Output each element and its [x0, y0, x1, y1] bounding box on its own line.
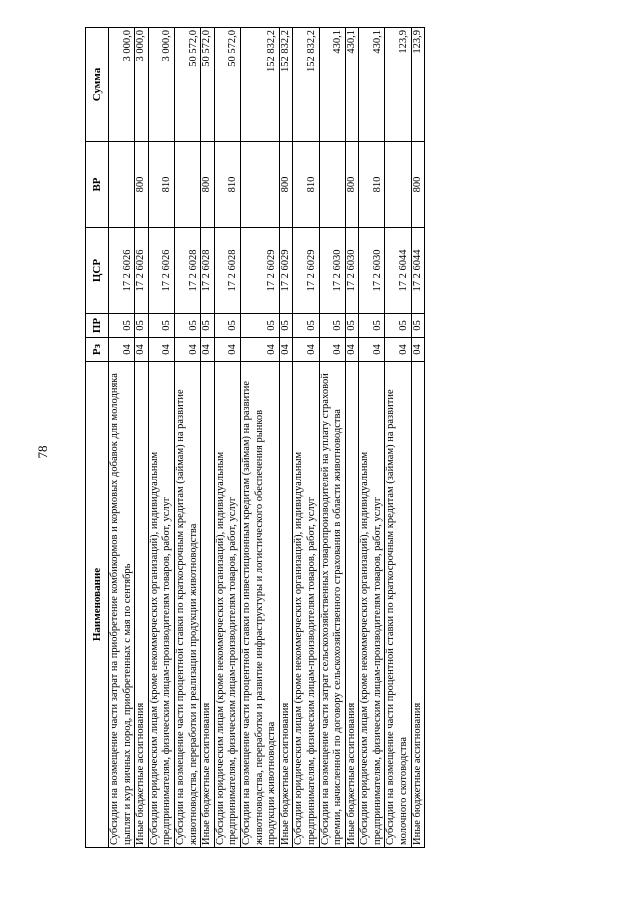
cell-name: Субсидии юридическим лицам (кроме некоммерческих организаций), индивидуальным предпринимателям, физическим лицам-производителям товаров, работ, услуг — [293, 362, 319, 848]
cell-sum: 152 832,2 — [279, 28, 293, 142]
cell-csr: 17 2 6029 — [279, 228, 293, 314]
cell-pr: 05 — [319, 314, 345, 338]
cell-pr: 05 — [174, 314, 200, 338]
table-row — [201, 28, 215, 848]
cell-rz: 04 — [214, 338, 240, 362]
cell-rz: 04 — [319, 338, 345, 362]
cell-rz: 04 — [201, 338, 215, 362]
cell-pr: 05 — [359, 314, 385, 338]
cell-csr: 17 2 6029 — [293, 228, 319, 314]
header-pr: ПР — [86, 314, 109, 338]
cell-vr: 800 — [411, 142, 425, 228]
cell-csr: 17 2 6026 — [109, 228, 135, 314]
cell-name: Иные бюджетные ассигнования — [279, 362, 293, 848]
cell-csr: 17 2 6044 — [411, 228, 425, 314]
cell-vr: 800 — [135, 142, 149, 228]
table-row — [174, 28, 200, 848]
cell-rz: 04 — [359, 338, 385, 362]
cell-sum: 123,9 — [411, 28, 425, 142]
cell-vr — [174, 142, 200, 228]
table-row — [385, 28, 411, 848]
cell-pr: 05 — [135, 314, 149, 338]
cell-pr: 05 — [109, 314, 135, 338]
cell-sum: 123,9 — [385, 28, 411, 142]
cell-name: Субсидии на возмещение части затрат сельскохозяйственных товаропроизводителей на уплату страховой премии, начисленной по договору сельскохозяйственного страхования в области животноводства — [319, 362, 345, 848]
cell-name: Иные бюджетные ассигнования — [201, 362, 215, 848]
header-rz: Рз — [86, 338, 109, 362]
cell-name: Иные бюджетные ассигнования — [135, 362, 149, 848]
cell-name: Субсидии на возмещение части затрат на приобретение комбикормов и кормовых добавок для молодняка цыплят и кур яичных пород, приобретенных с мая по сентябрь — [109, 362, 135, 848]
header-vr: ВР — [86, 142, 109, 228]
cell-sum: 152 832,2 — [293, 28, 319, 142]
cell-vr: 810 — [148, 142, 174, 228]
table-header — [86, 28, 109, 848]
cell-rz: 04 — [135, 338, 149, 362]
cell-pr: 05 — [293, 314, 319, 338]
cell-rz: 04 — [148, 338, 174, 362]
cell-name: Субсидии на возмещение части процентной ставки по инвестиционным кредитам (займам) на развитие животноводства, переработки и развитие инфраструктуры и логистического обеспечения рынков продукции животноводства — [240, 362, 279, 848]
cell-csr: 17 2 6028 — [201, 228, 215, 314]
cell-pr: 05 — [279, 314, 293, 338]
cell-rz: 04 — [279, 338, 293, 362]
cell-sum: 3 000,0 — [109, 28, 135, 142]
cell-vr: 810 — [293, 142, 319, 228]
cell-rz: 04 — [109, 338, 135, 362]
table-row — [109, 28, 135, 848]
cell-csr: 17 2 6029 — [240, 228, 279, 314]
header-sum: Сумма — [86, 28, 109, 142]
cell-rz: 04 — [345, 338, 359, 362]
table-row — [359, 28, 385, 848]
cell-vr — [319, 142, 345, 228]
cell-sum: 50 572,0 — [214, 28, 240, 142]
cell-csr: 17 2 6030 — [319, 228, 345, 314]
cell-pr: 05 — [385, 314, 411, 338]
cell-pr: 05 — [345, 314, 359, 338]
page-number: 78 — [35, 445, 50, 459]
cell-vr — [240, 142, 279, 228]
header-name: Наименование — [86, 362, 109, 848]
cell-vr: 800 — [201, 142, 215, 228]
cell-vr: 800 — [345, 142, 359, 228]
cell-vr — [385, 142, 411, 228]
cell-csr: 17 2 6030 — [345, 228, 359, 314]
cell-csr: 17 2 6044 — [385, 228, 411, 314]
header-csr: ЦСР — [86, 228, 109, 314]
table-row — [135, 28, 149, 848]
table-row — [279, 28, 293, 848]
cell-name: Субсидии на возмещение части процентной ставки по краткосрочным кредитам (займам) на развитие молочного скотоводства — [385, 362, 411, 848]
budget-table — [85, 27, 425, 848]
cell-csr: 17 2 6028 — [174, 228, 200, 314]
cell-vr: 810 — [214, 142, 240, 228]
cell-csr: 17 2 6030 — [359, 228, 385, 314]
cell-sum: 430,1 — [359, 28, 385, 142]
rotated-table-container — [85, 28, 425, 848]
cell-sum: 430,1 — [345, 28, 359, 142]
cell-vr — [109, 142, 135, 228]
header-row — [86, 28, 109, 848]
table-row — [240, 28, 279, 848]
cell-name: Иные бюджетные ассигнования — [345, 362, 359, 848]
cell-rz: 04 — [174, 338, 200, 362]
cell-name: Субсидии юридическим лицам (кроме некоммерческих организаций), индивидуальным предпринимателям, физическим лицам-производителям товаров, работ, услуг — [148, 362, 174, 848]
cell-vr: 810 — [359, 142, 385, 228]
cell-csr: 17 2 6028 — [214, 228, 240, 314]
cell-csr: 17 2 6026 — [148, 228, 174, 314]
cell-name: Иные бюджетные ассигнования — [411, 362, 425, 848]
cell-rz: 04 — [385, 338, 411, 362]
cell-pr: 05 — [411, 314, 425, 338]
table-body — [109, 28, 425, 848]
cell-rz: 04 — [293, 338, 319, 362]
table-row — [293, 28, 319, 848]
cell-sum: 3 000,0 — [135, 28, 149, 142]
cell-sum: 50 572,0 — [201, 28, 215, 142]
cell-name: Субсидии юридическим лицам (кроме некоммерческих организаций), индивидуальным предпринимателям, физическим лицам-производителям товаров, работ, услуг — [214, 362, 240, 848]
cell-pr: 05 — [148, 314, 174, 338]
cell-pr: 05 — [201, 314, 215, 338]
cell-sum: 152 832,2 — [240, 28, 279, 142]
cell-pr: 05 — [214, 314, 240, 338]
table-row — [148, 28, 174, 848]
cell-vr: 800 — [279, 142, 293, 228]
cell-sum: 3 000,0 — [148, 28, 174, 142]
table-row — [319, 28, 345, 848]
table-row — [214, 28, 240, 848]
cell-sum: 430,1 — [319, 28, 345, 142]
table-row — [411, 28, 425, 848]
cell-rz: 04 — [240, 338, 279, 362]
cell-name: Субсидии юридическим лицам (кроме некоммерческих организаций), индивидуальным предпринимателям, физическим лицам-производителям товаров, работ, услуг — [359, 362, 385, 848]
cell-pr: 05 — [240, 314, 279, 338]
table-row — [345, 28, 359, 848]
cell-csr: 17 2 6026 — [135, 228, 149, 314]
cell-sum: 50 572,0 — [174, 28, 200, 142]
cell-rz: 04 — [411, 338, 425, 362]
cell-name: Субсидии на возмещение части процентной ставки по краткосрочным кредитам (займам) на развитие животноводства, переработки и реализации продукции животноводства — [174, 362, 200, 848]
